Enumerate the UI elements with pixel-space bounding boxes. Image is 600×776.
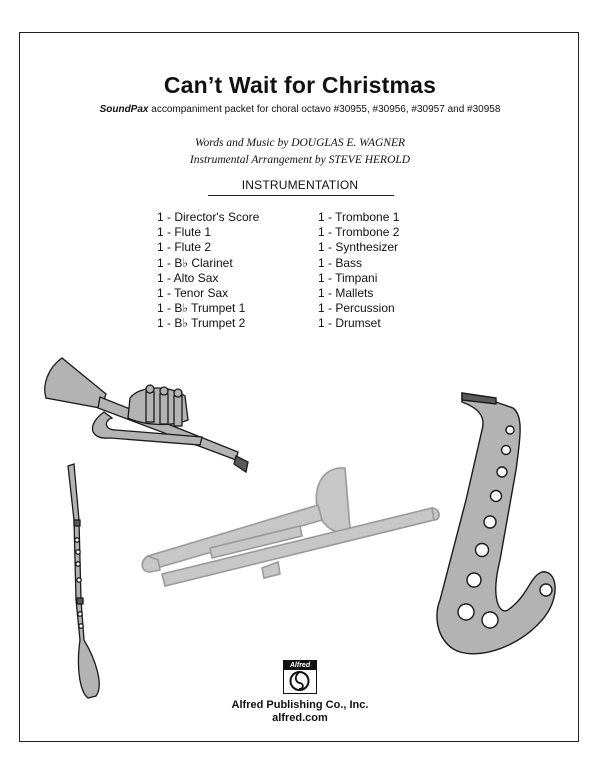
list-item: 1 - Synthesizer xyxy=(318,240,399,255)
list-item: 1 - Timpani xyxy=(318,270,378,285)
publisher-block xyxy=(0,699,600,725)
instrumentation-heading: INSTRUMENTATION xyxy=(241,178,359,192)
saxophone-icon xyxy=(437,393,555,654)
list-item: 1 - Bass xyxy=(318,255,363,270)
soundpax-brand: SoundPax xyxy=(99,104,149,115)
list-item: 1 - Alto Sax xyxy=(157,270,219,285)
list-item: 1 - Trombone 1 xyxy=(318,210,400,224)
alfred-logo-label: Alfred xyxy=(284,661,316,670)
trumpet-icon xyxy=(45,358,248,472)
list-item: 1 - Flute 2 xyxy=(157,240,212,255)
list-item: 1 - Tenor Sax xyxy=(157,286,229,301)
list-item: 1 - Mallets xyxy=(318,286,374,301)
page-title: Can’t Wait for Christmas xyxy=(163,72,437,98)
words-music-credit: Words and Music by DOUGLAS E. WAGNER xyxy=(194,137,406,149)
list-item: 1 - B♭ Trumpet 1 xyxy=(157,301,246,316)
list-item: 1 - Percussion xyxy=(318,301,395,316)
list-item: 1 - Trombone 2 xyxy=(318,225,400,240)
arrangement-credit: Instrumental Arrangement by STEVE HEROLD xyxy=(189,154,411,166)
publisher-site: alfred.com xyxy=(272,712,328,724)
publisher-name: Alfred Publishing Co., Inc. xyxy=(231,699,369,711)
treble-clef-icon xyxy=(284,670,315,692)
list-item: 1 - B♭ Clarinet xyxy=(157,255,233,270)
list-item: 1 - Drumset xyxy=(318,316,381,331)
subtitle-text: accompaniment packet for choral octavo #30955, #30956, #30957 and #30958 xyxy=(148,104,501,115)
trombone-icon xyxy=(142,468,439,586)
clarinet-icon xyxy=(68,464,99,698)
list-item: 1 - B♭ Trumpet 2 xyxy=(157,316,246,331)
alfred-logo xyxy=(283,660,317,694)
list-item: 1 - Director's Score xyxy=(157,210,260,224)
list-item: 1 - Flute 1 xyxy=(157,225,212,240)
